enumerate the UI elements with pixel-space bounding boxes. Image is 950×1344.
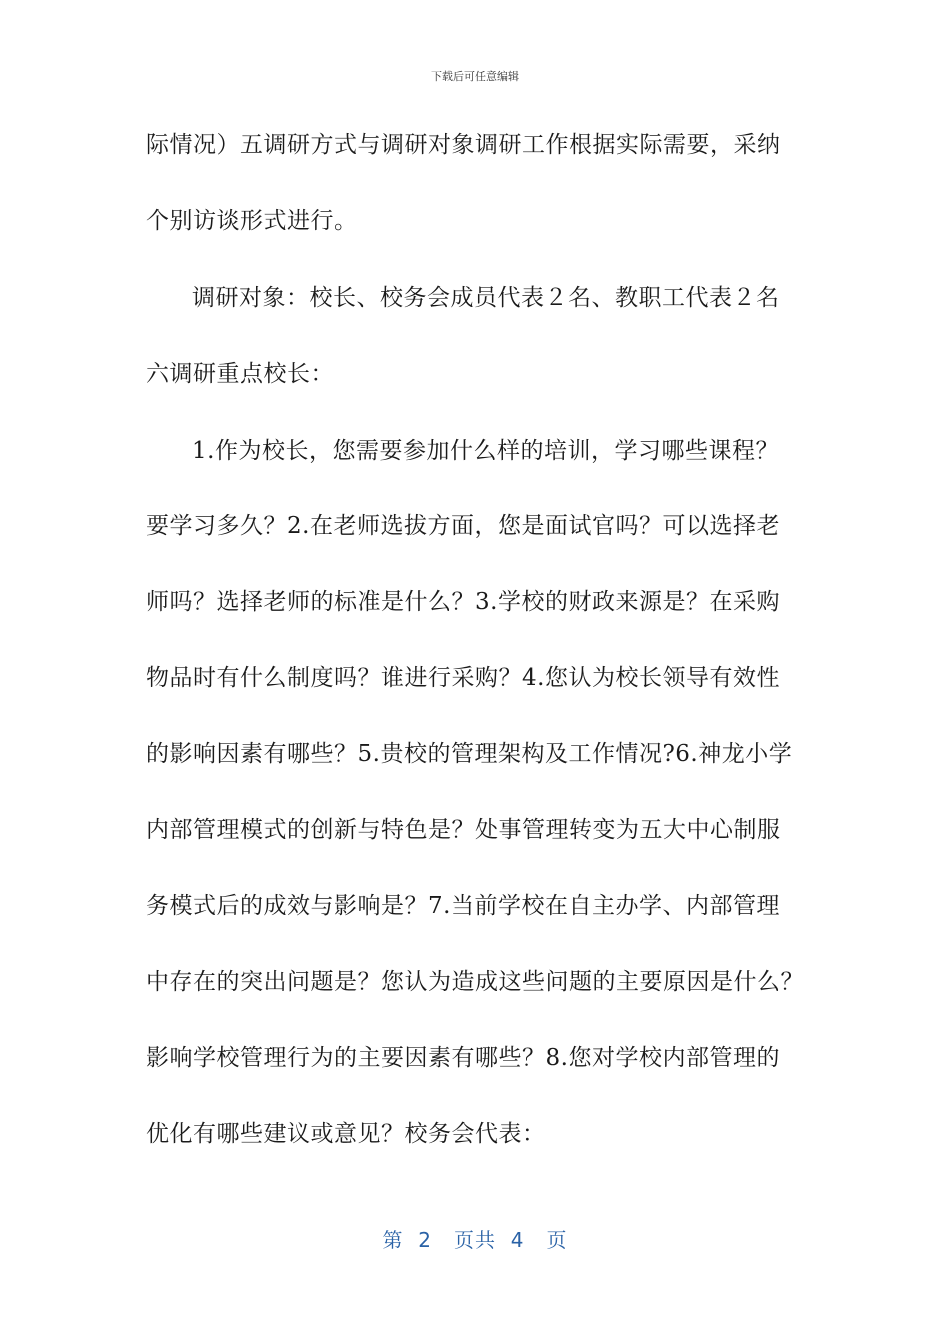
page-number-prefix: 第 [382,1228,404,1252]
page-number-total: 4 [510,1228,525,1252]
page-header: 下载后可任意编辑 [431,70,519,83]
body-line: 际情况）五调研方式与调研对象调研工作根据实际需要，采纳 [146,132,781,158]
body-line: 的影响因素有哪些？5.贵校的管理架构及工作情况?6.神龙小学 [146,741,793,767]
body-line: 物品时有什么制度吗？谁进行采购？4.您认为校长领导有效性 [146,665,780,691]
body-line: 1.作为校长，您需要参加什么样的培训，学习哪些课程？ [192,438,779,464]
body-line: 务模式后的成效与影响是？7.当前学校在自主办学、内部管理 [146,893,780,919]
body-line: 影响学校管理行为的主要因素有哪些？8.您对学校内部管理的 [146,1045,780,1071]
body-line: 中存在的突出问题是？您认为造成这些问题的主要原因是什么？ [146,969,804,995]
body-line: 优化有哪些建议或意见？校务会代表： [146,1121,546,1147]
body-line: 六调研重点校长： [146,361,334,387]
page-number-suffix: 页 [546,1228,568,1252]
page-footer [0,1224,950,1253]
body-line: 内部管理模式的创新与特色是？处事管理转变为五大中心制服 [146,817,781,843]
body-line: 要学习多久？2.在老师选拔方面，您是面试官吗？可以选择老 [146,513,780,539]
body-line: 调研对象：校长、校务会成员代表２名、教职工代表２名 [192,285,780,311]
body-line: 个别访谈形式进行。 [146,208,358,234]
body-line: 师吗？选择老师的标准是什么？3.学校的财政来源是？在采购 [146,589,780,615]
page-number-middle: 页共 [454,1228,496,1252]
page-number-current: 2 [418,1228,432,1252]
